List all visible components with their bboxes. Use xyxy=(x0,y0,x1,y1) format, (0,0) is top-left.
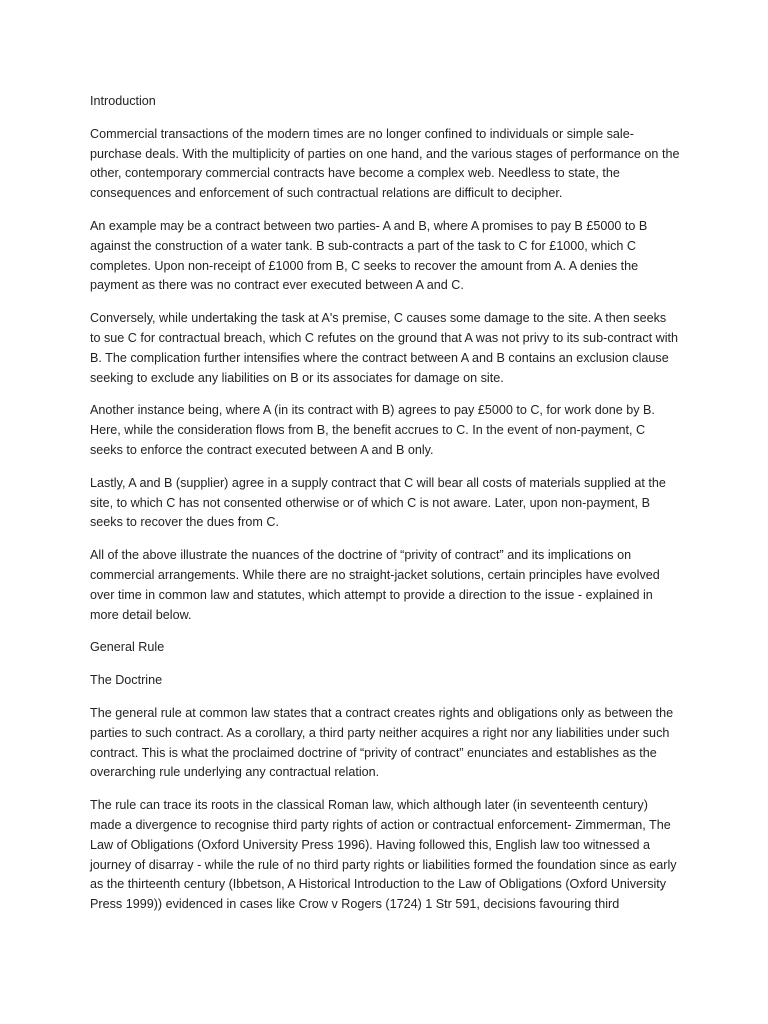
document-page xyxy=(90,92,680,928)
paragraph-all-of-the-above: All of the above illustrate the nuances of the doctrine of “privity of contract” and its implications on commercial arrangements. While there are no straight-jacket solutions, certain principles have evolved over time in common law and statutes, which attempt to provide a direction to the issue - explained in more detail below. xyxy=(90,548,660,622)
heading-general-rule: General Rule xyxy=(90,640,165,655)
paragraph-example-contract: An example may be a contract between two parties- A and B, where A promises to pay B £5000 to B against the construction of a water tank. B sub-contracts a part of the task to C for £1000, which C completes. Upon non-receipt of £1000 from B, C seeks to recover the amount from A. A denies the payment as there was no contract ever executed between A and C. xyxy=(90,218,648,293)
paragraph-roman-law-roots: The rule can trace its roots in the classical Roman law, which although later (in seventeenth century) made a divergence to recognise third party rights of action or contractual enforcement- Zimmerman, The Law of Obligations (Oxford University Press 1996). Having followed this, English law too witnessed a journey of disarray - while the rule of no third party rights or liabilities formed the foundation since as early as the thirteenth century (Ibbetson, A Historical Introduction to the Law of Obligations (Oxford University Press 1999)) evidenced in cases like Crow v Rogers (1724) 1 Str 591, decisions favouring third xyxy=(90,798,677,912)
heading-introduction: Introduction xyxy=(90,94,156,108)
paragraph-lastly: Lastly, A and B (supplier) agree in a supply contract that C will bear all costs of materials supplied at the site, to which C has not consented otherwise or of which C is not aware. Later, upon non-payment, B seeks to recover the dues from C. xyxy=(90,475,666,530)
paragraph-general-rule-common-law: The general rule at common law states that a contract creates rights and obligations only as between the parties to such contract. As a corollary, a third party neither acquires a right nor any liabilities under such contract. This is what the proclaimed doctrine of “privity of contract” enunciates and establishes as the overarching rule underlying any contractual relation. xyxy=(90,705,674,780)
heading-the-doctrine: The Doctrine xyxy=(90,673,163,688)
paragraph-commercial-transactions: Commercial transactions of the modern times are no longer confined to individuals or simple sale-purchase deals. With the multiplicity of parties on one hand, and the various stages of performance on the other, contemporary commercial contracts have become a complex web. Needless to state, the consequences and enforcement of such contractual relations are difficult to decipher. xyxy=(90,126,680,201)
paragraph-conversely: Conversely, while undertaking the task at A's premise, C causes some damage to the site. A then seeks to sue C for contractual breach, which C refutes on the ground that A was not privy to its sub-contract with B. The complication further intensifies where the contract between A and B contains an exclusion clause seeking to exclude any liabilities on B or its associates for damage on site. xyxy=(90,311,679,385)
paragraph-another-instance: Another instance being, where A (in its contract with B) agrees to pay £5000 to C, for work done by B. Here, while the consideration flows from B, the benefit accrues to C. In the event of non-payment, C seeks to enforce the contract executed between A and B only. xyxy=(90,403,655,457)
